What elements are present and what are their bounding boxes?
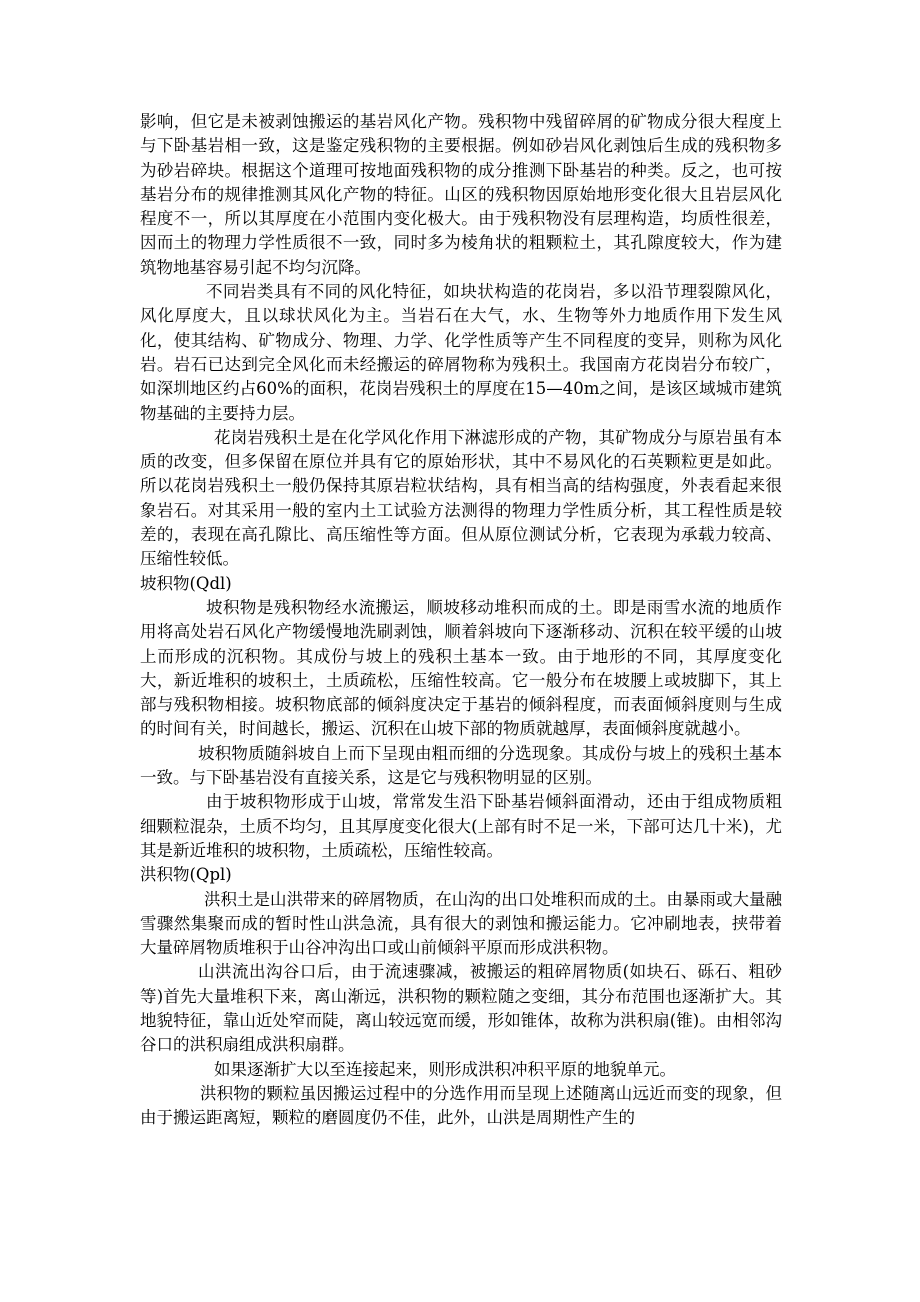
paragraph-proluvium-particles: 洪积物的颗粒虽因搬运过程中的分选作用而呈现上述随离山远近而变的现象，但由于搬运距离短，颗粒的磨圆度仍不佳，此外，山洪是周期性产生的: [140, 1083, 782, 1128]
paragraph-colluvium-definition: 坡积物是残积物经水流搬运，顺坡移动堆积而成的土。即是雨雪水流的地质作用将高处岩石风化产物缓慢地洗刷剥蚀，顺着斜坡向下逐渐移动、沉积在较平缓的山坡上而形成的沉积物。其成份与坡上的残积土基本一致。由于地形的不同，其厚度变化大，新近堆积的坡积土，土质疏松，压缩性较高。它一般分布在坡腰上或坡脚下，其上部与残积物相接。坡积物底部的倾斜度决定于基岩的倾斜程度，而表面倾斜度则与生成的时间有关，时间越长，搬运、沉积在山坡下部的物质就越厚，表面倾斜度就越小。: [140, 597, 782, 739]
paragraph-alluvial-fan: 山洪流出沟谷口后，由于流速骤减，被搬运的粗碎屑物质(如块石、砾石、粗砂等)首先大量堆积下来，离山渐远，洪积物的颗粒随之变细，其分布范围也逐渐扩大。其地貌特征，靠山近处窄而陡，离山较远宽而缓，形如锥体，故称为洪积扇(锥)。由相邻沟谷口的洪积扇组成洪积扇群。: [140, 962, 782, 1055]
paragraph-granite-residual-soil: 花岗岩残积土是在化学风化作用下淋滤形成的产物，其矿物成分与原岩虽有本质的改变，但多保留在原位并具有它的原始形状，其中不易风化的石英颗粒更是如此。所以花岗岩残积土一般仍保持其原岩粒状结构，具有相当高的结构强度，外表看起来很象岩石。对其采用一般的室内土工试验方法测得的物理力学性质分析，其工程性质是较差的，表现在高孔隙比、高压缩性等方面。但从原位测试分析，它表现为承载力较高、压缩性较低。: [140, 427, 782, 569]
paragraph-colluvium-sliding: 由于坡积物形成于山坡，常常发生沿下卧基岩倾斜面滑动，还由于组成物质粗细颗粒混杂，土质不均匀，且其厚度变化很大(上部有时不足一米，下部可达几十米)，尤其是新近堆积的坡积物，土质疏松，压缩性较高。: [140, 792, 782, 860]
paragraph-proluvium-definition: 洪积土是山洪带来的碎屑物质，在山沟的出口处堆积而成的土。由暴雨或大量融雪骤然集聚而成的暂时性山洪急流，具有很大的剥蚀和搬运能力。它冲刷地表，挟带着大量碎屑物质堆积于山谷冲沟出口或山前倾斜平原而形成洪积物。: [140, 889, 782, 958]
paragraph-residual-continued: 影响，但它是未被剥蚀搬运的基岩风化产物。残积物中残留碎屑的矿物成分很大程度上与下卧基岩相一致，这是鉴定残积物的主要根据。例如砂岩风化剥蚀后生成的残积物多为砂岩碎块。根据这个道理可按地面残积物的成分推测下卧基岩的种类。反之，也可按基岩分布的规律推测其风化产物的特征。山区的残积物因原始地形变化很大且岩层风化程度不一，所以其厚度在小范围内变化极大。由于残积物没有层理构造，均质性很差，因而土的物理力学性质很不一致，同时多为棱角状的粗颗粒土，其孔隙度较大，作为建筑物地基容易引起不均匀沉降。: [140, 112, 782, 277]
document-body: [140, 110, 782, 1130]
section-heading-colluvium: 坡积物(Qdl): [140, 573, 232, 593]
paragraph-alluvial-plain: 如果逐渐扩大以至连接起来，则形成洪积冲积平原的地貌单元。: [214, 1059, 676, 1079]
paragraph-colluvium-sorting: 坡积物质随斜坡自上而下呈现由粗而细的分选现象。其成份与坡上的残积土基本一致。与下卧基岩没有直接关系，这是它与残积物明显的区别。: [140, 743, 782, 788]
paragraph-weathering-features: 不同岩类具有不同的风化特征，如块状构造的花岗岩，多以沿节理裂隙风化，风化厚度大，且以球状风化为主。当岩石在大气，水、生物等外力地质作用下发生风化，使其结构、矿物成分、物理、力学、化学性质等产生不同程度的变异，则称为风化岩。岩石已达到完全风化而未经搬运的碎屑物称为残积土。我国南方花岗岩分布较广，如深圳地区约占60%的面积，花岗岩残积土的厚度在15—40m之间，是该区域城市建筑物基础的主要持力层。: [140, 282, 782, 423]
section-heading-proluvium: 洪积物(Qpl): [140, 865, 232, 885]
